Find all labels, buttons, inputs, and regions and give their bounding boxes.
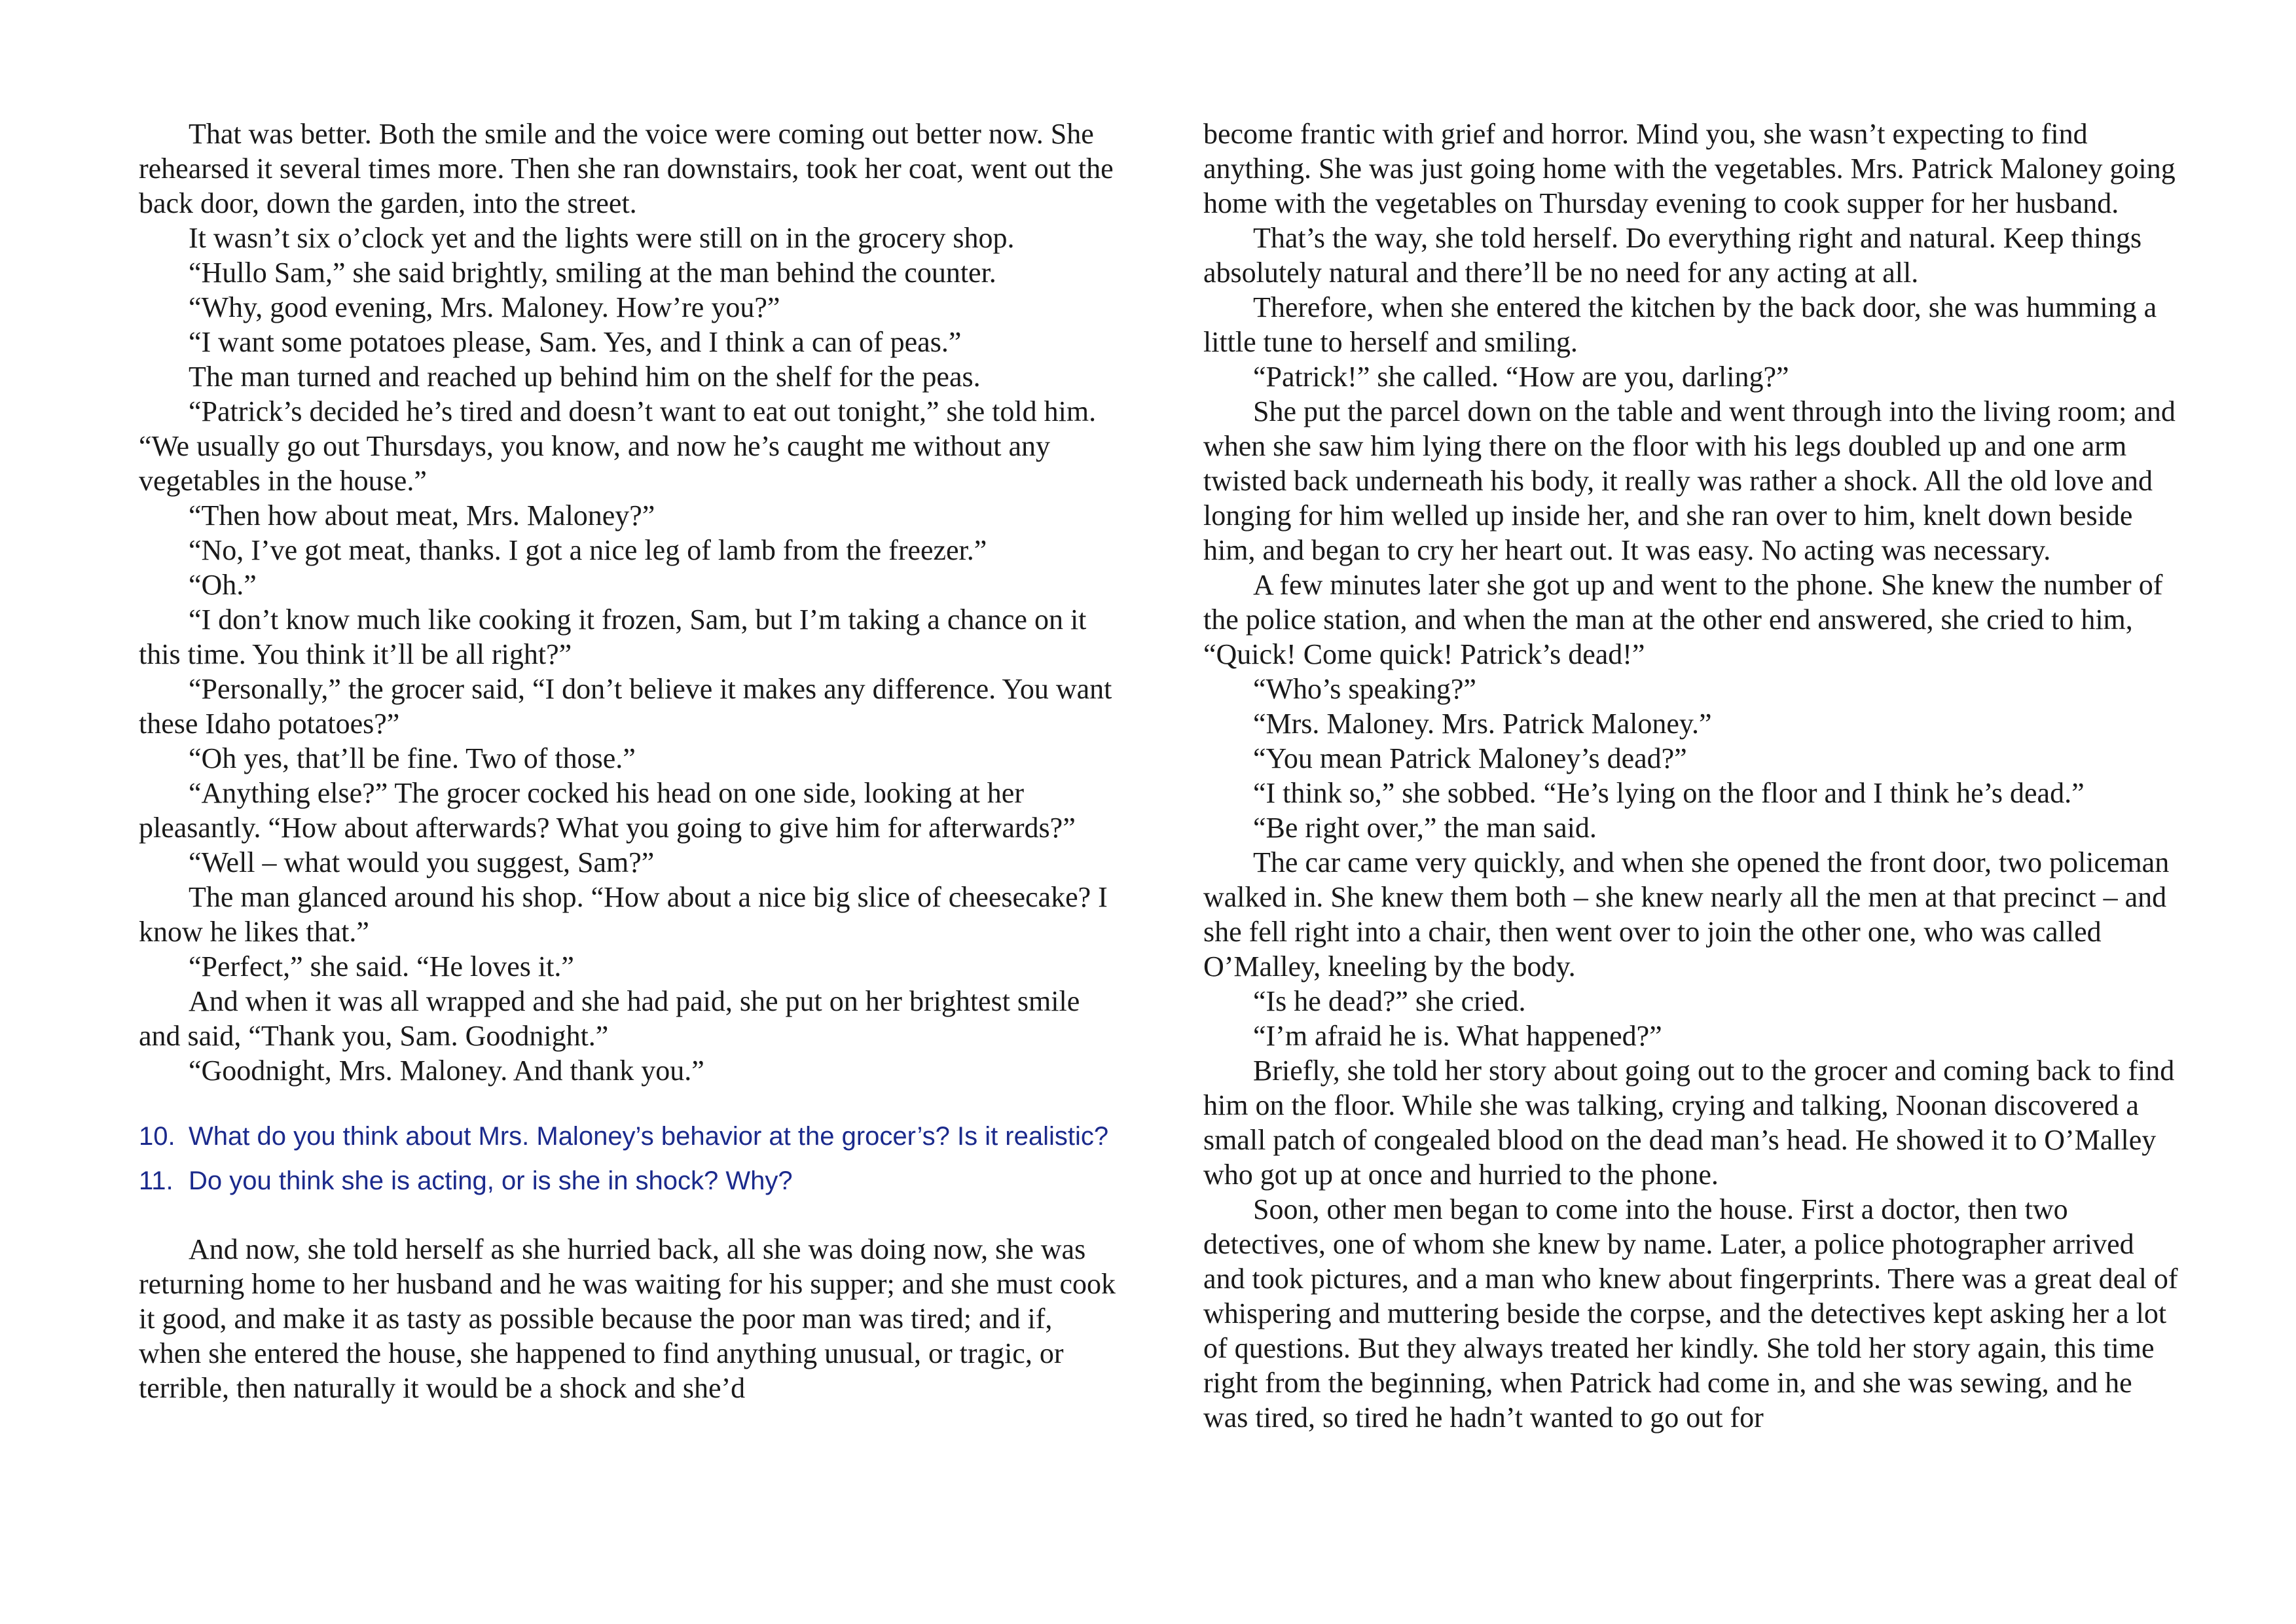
story-paragraph: It wasn’t six o’clock yet and the lights were still on in the grocery shop. [189,222,1015,254]
story-paragraph: That was better. Both the smile and the voice were coming out better now. She rehearsed it several times more. Then she ran downstairs, took her coat, went out the back door, down the garden, into the street. [139,118,1114,219]
story-paragraph: The car came very quickly, and when she opened the front door, two policeman walked in. She knew them both – she knew nearly all the men at that precinct – and she fell right into a chair, then went over to join the other one, who was called O’Malley, kneeling by the body. [1203,846,2170,983]
story-paragraph: “Patrick!” she called. “How are you, darling?” [1253,361,1789,393]
story-paragraph: She put the parcel down on the table and went through into the living room; and when she saw him lying there on the floor with his legs doubled up and one arm twisted back underneath his body, it really was rather a shock. All the old love and longing for him welled up inside her, and she ran over to him, knelt down beside him, and began to cry her heart out. It was easy. No acting was necessary. [1203,395,2176,566]
story-paragraph: “I’m afraid he is. What happened?” [1253,1020,1662,1052]
story-paragraph: “Perfect,” she said. “He loves it.” [189,950,574,983]
story-paragraph: And when it was all wrapped and she had paid, she put on her brightest smile and said, “Thank you, Sam. Goodnight.” [139,985,1080,1052]
story-paragraph: The man turned and reached up behind him on the shelf for the peas. [189,361,981,393]
story-paragraph: “Then how about meat, Mrs. Maloney?” [189,499,655,532]
question-11 [139,1165,1121,1197]
right-page [1148,0,2296,1624]
story-paragraph: “Personally,” the grocer said, “I don’t believe it makes any difference. You want these Idaho potatoes?” [139,673,1112,740]
right-text-column [1203,117,2179,1435]
story-paragraph: A few minutes later she got up and went to the phone. She knew the number of the police station, and when the man at the other end answered, she cried to him, “Quick! Come quick! Patrick’s dead!” [1203,569,2163,670]
question-text: Do you think she is acting, or is she in shock? Why? [189,1166,793,1195]
story-continuation: become frantic with grief and horror. Mind you, she wasn’t expecting to find anything. She was just going home with the vegetables. Mrs. Patrick Maloney going home with the vegetables on Thursday evening to cook supper for her husband. [1203,118,2176,219]
story-paragraph: “Goodnight, Mrs. Maloney. And thank you.” [189,1055,704,1087]
story-paragraph: Soon, other men began to come into the house. First a doctor, then two detectives, one of whom she knew by name. Later, a police photographer arrived and took pictures, and a man who knew about fingerprints. There was a great deal of whispering and muttering beside the corpse, and the detectives kept asking her a lot of questions. But they always treated her kindly. She told her story again, this time right from the beginning, when Patrick had come in, and she was sewing, and he was tired, so tired he hadn’t wanted to go out for [1203,1193,2178,1434]
story-paragraph: Briefly, she told her story about going out to the grocer and coming back to find him on the floor. While she was talking, crying and talking, Noonan discovered a small patch of congealed blood on the dead man’s head. He showed it to O’Malley who got up at once and hurried to the phone. [1203,1055,2175,1191]
story-paragraph: “Patrick’s decided he’s tired and doesn’t want to eat out tonight,” she told him. “We usually go out Thursdays, you know, and now he’s caught me without any vegetables in the house.” [139,395,1097,497]
story-paragraph: “No, I’ve got meat, thanks. I got a nice leg of lamb from the freezer.” [189,534,987,566]
story-paragraph: “Oh.” [189,569,257,601]
story-paragraph: And now, she told herself as she hurried back, all she was doing now, she was returning home to her husband and he was waiting for his supper; and she must cook it good, and make it as tasty as possible because the poor man was tired; and if, when she entered the house, she happened to find anything unusual, or tragic, or terrible, then naturally it would be a shock and she’d [139,1233,1116,1404]
story-paragraph: Therefore, when she entered the kitchen by the back door, she was humming a little tune to herself and smiling. [1203,291,2157,358]
story-paragraph: “You mean Patrick Maloney’s dead?” [1253,742,1687,774]
left-story-bottom [139,1232,1121,1405]
question-number: 11. [139,1166,173,1195]
story-paragraph: “I want some potatoes please, Sam. Yes, and I think a can of peas.” [189,326,962,358]
story-paragraph: “Anything else?” The grocer cocked his head on one side, looking at her pleasantly. “How about afterwards? What you going to give him for afterwards?” [139,777,1076,844]
left-text-column [139,117,1121,1405]
question-number: 10. [139,1122,175,1151]
story-paragraph: “Be right over,” the man said. [1253,812,1597,844]
story-paragraph: “Oh yes, that’ll be fine. Two of those.” [189,742,636,774]
story-paragraph: “Who’s speaking?” [1253,673,1476,705]
story-paragraph: “Hullo Sam,” she said brightly, smiling at the man behind the counter. [189,257,996,289]
story-paragraph: That’s the way, she told herself. Do everything right and natural. Keep things absolutely natural and there’ll be no need for any acting at all. [1203,222,2142,289]
story-paragraph: “Mrs. Maloney. Mrs. Patrick Maloney.” [1253,708,1712,740]
left-story-top [139,117,1121,1088]
discussion-questions [139,1121,1121,1197]
story-paragraph: “I don’t know much like cooking it frozen, Sam, but I’m taking a chance on it this time. You think it’ll be all right?” [139,604,1087,670]
question-text: What do you think about Mrs. Maloney’s behavior at the grocer’s? Is it realistic? [189,1122,1109,1151]
story-paragraph: “Well – what would you suggest, Sam?” [189,846,655,878]
story-paragraph: “Why, good evening, Mrs. Maloney. How’re you?” [189,291,780,323]
story-paragraph: “Is he dead?” she cried. [1253,985,1526,1017]
story-paragraph: The man glanced around his shop. “How about a nice big slice of cheesecake? I know he likes that.” [139,881,1108,948]
question-10 [139,1121,1121,1152]
story-paragraph: “I think so,” she sobbed. “He’s lying on the floor and I think he’s dead.” [1253,777,2085,809]
